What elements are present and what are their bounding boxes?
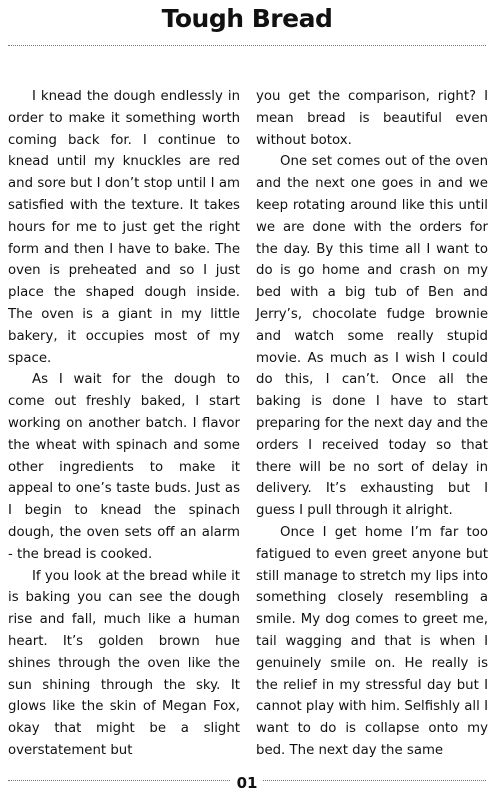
left-column [8,86,240,762]
title-divider [8,45,486,46]
page-number-text: 01 [231,774,264,792]
paragraph: I knead the dough endlessly in order to make it something worth coming back for. I continue to knead until my knuckles are red and sore but I don’t stop until I am satisfied with the texture. It takes hours for me to just get the right form and then I have to bake. The oven is preheated and so I just place the shaped dough inside. The oven is a giant in my little bakery, it occupies most of my space. [8,89,240,366]
right-column [256,86,488,762]
paragraph-continued: you get the comparison, right? I mean bread is beautiful even without botox. [256,89,488,148]
paragraph: If you look at the bread while it is baking you can see the dough rise and fall, much like a human heart. It’s golden brown hue shines through the oven like the sun shining through the sky. It glows like the skin of Megan Fox, okay that might be a slight overstatement but [8,568,240,758]
page-title: Tough Bread [161,4,333,33]
paragraph: As I wait for the dough to come out freshly baked, I start working on another batch. I flavor the wheat with spinach and some other ingredients to make it appeal to one’s taste buds. Just as I begin to knead the spinach dough, the oven sets off an alarm - the bread is cooked. [8,372,240,562]
paragraph: One set comes out of the oven and the next one goes in and we keep rotating around like this until we are done with the orders for the day. By this time all I want to do is go home and crash on my bed with a big tub of Ben and Jerry’s, chocolate fudge brownie and watch some really stupid movie. As much as I wish I could do this, I can’t. Once all the baking is done I have to start preparing for the next day and the orders I received today so that there will be no sort of delay in delivery. It’s exhausting but I guess I pull through it alright. [256,154,488,519]
page-number [0,774,494,792]
paragraph: Once I get home I’m far too fatigued to even greet anyone but still manage to stretch my lips into something closely resembling a smile. My dog comes to greet me, tail wagging and that is when I genuinely smile on. He really is the relief in my stressful day but I cannot play with him. Selfishly all I want to do is collapse onto my bed. The next day the same [256,524,488,758]
